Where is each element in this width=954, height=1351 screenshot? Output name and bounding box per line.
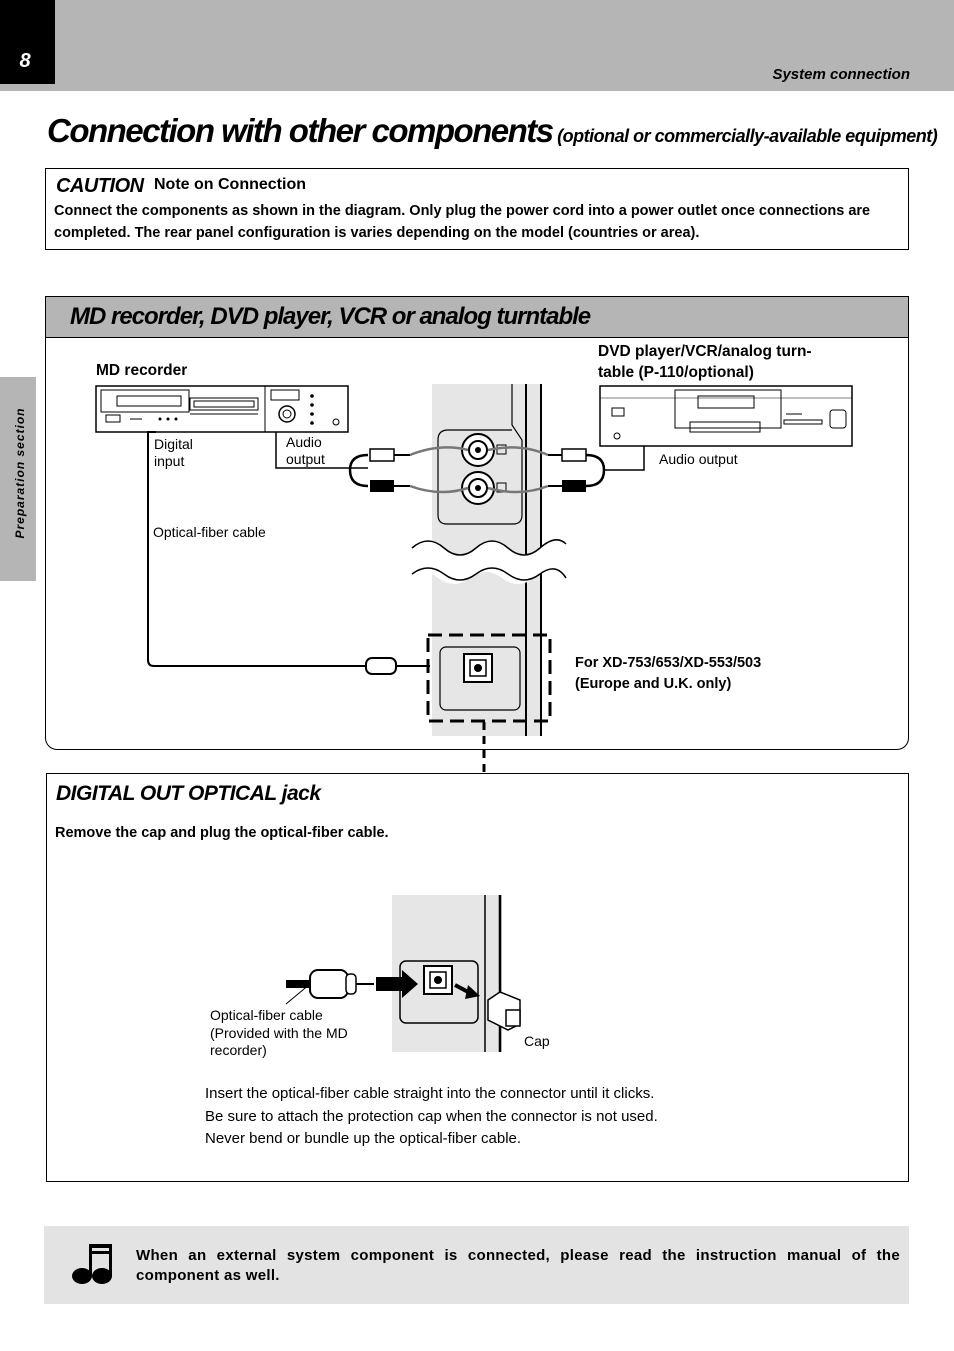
optical-notes <box>205 1083 658 1151</box>
digital-input-line1: Digital <box>154 436 193 452</box>
model-note-line1: For XD-753/653/XD-553/503 <box>575 655 762 671</box>
digital-out-subtitle: Remove the cap and plug the optical-fiber cable. <box>55 825 389 841</box>
cable-label-line2: (Provided with the MD <box>210 1024 348 1041</box>
caution-heading: Note on Connection <box>154 176 306 193</box>
optical-cable-provided-label <box>210 1007 348 1060</box>
cap-label: Cap <box>524 1033 550 1049</box>
side-tab-label: Preparation section <box>13 407 27 539</box>
audio-output-left-label <box>286 434 325 468</box>
audio-output-line1: Audio <box>286 434 322 450</box>
optical-cable-label: Optical-fiber cable <box>153 524 266 540</box>
dvd-label-line1: DVD player/VCR/analog turn- <box>598 343 812 360</box>
md-recorder-label: MD recorder <box>96 362 188 379</box>
model-note <box>575 653 761 695</box>
md-panel-title: MD recorder, DVD player, VCR or analog turntable <box>70 303 591 330</box>
page-number: 8 <box>19 50 31 72</box>
audio-output-line2: output <box>286 451 325 467</box>
section-title: System connection <box>772 66 910 83</box>
cable-label-line3: recorder) <box>210 1042 267 1058</box>
music-note-icon <box>70 1240 120 1290</box>
dvd-player-device <box>600 386 852 446</box>
page-title-main: Connection with other components <box>47 112 553 149</box>
md-recorder-device <box>96 386 348 432</box>
caution-label: CAUTION <box>56 175 144 197</box>
dvd-label <box>598 341 812 383</box>
note-line: Insert the optical-fiber cable straight into the connector until it clicks. <box>205 1085 655 1102</box>
note-line: Be sure to attach the protection cap when the connector is not used. <box>205 1107 658 1125</box>
digital-out-title: DIGITAL OUT OPTICAL jack <box>56 782 321 805</box>
digital-out-panel <box>46 773 909 1182</box>
cable-label-line1: Optical-fiber cable <box>210 1007 323 1023</box>
audio-output-right-label: Audio output <box>659 451 738 467</box>
note-line: Never bend or bundle up the optical-fiber cable. <box>205 1130 522 1147</box>
digital-input-line2: input <box>154 453 185 469</box>
page-title-sub: (optional or commercially-available equipment) <box>557 126 938 146</box>
digital-input-label <box>154 436 193 470</box>
bottom-note-text: When an external system component is connected, please read the instruction manual of the component as well. <box>136 1247 900 1284</box>
caution-text: Connect the components as shown in the diagram. Only plug the power cord into a power outlet once connections are completed. The rear panel configuration is varies depending on the model (countries or area). <box>54 203 871 241</box>
dvd-label-line2: table (P-110/optional) <box>598 364 754 381</box>
bottom-note-box <box>44 1226 909 1304</box>
model-note-line2: (Europe and U.K. only) <box>575 676 732 692</box>
